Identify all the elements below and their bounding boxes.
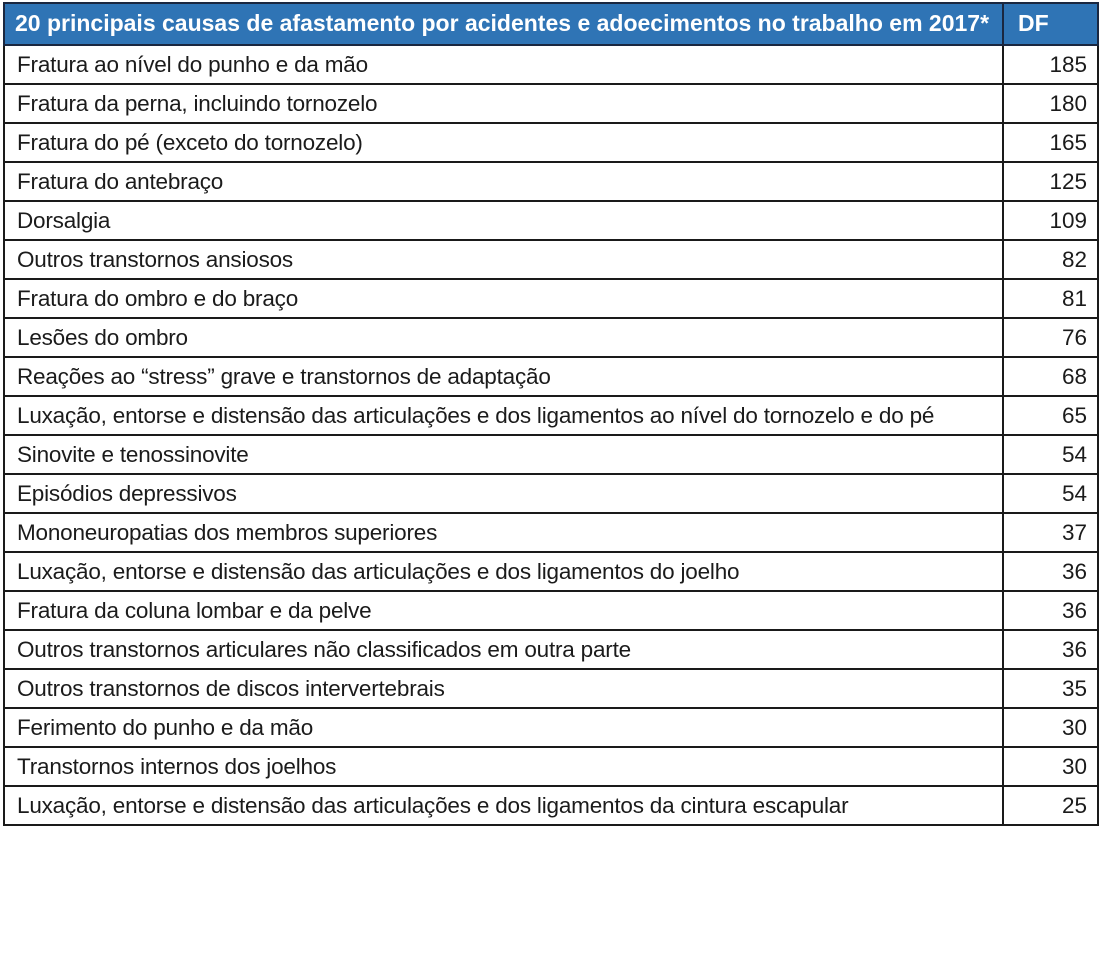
df-value-cell: 185 xyxy=(1003,45,1098,84)
df-value-cell: 76 xyxy=(1003,318,1098,357)
cause-cell: Ferimento do punho e da mão xyxy=(4,708,1003,747)
causes-table xyxy=(3,2,1099,826)
table-row xyxy=(4,84,1098,123)
table-row xyxy=(4,318,1098,357)
df-value-cell: 36 xyxy=(1003,552,1098,591)
df-value-cell: 25 xyxy=(1003,786,1098,825)
cause-cell: Fratura do pé (exceto do tornozelo) xyxy=(4,123,1003,162)
cause-cell: Lesões do ombro xyxy=(4,318,1003,357)
cause-cell: Fratura do antebraço xyxy=(4,162,1003,201)
table-row xyxy=(4,396,1098,435)
cause-cell: Fratura da coluna lombar e da pelve xyxy=(4,591,1003,630)
table-row xyxy=(4,591,1098,630)
df-value-cell: 81 xyxy=(1003,279,1098,318)
table-row xyxy=(4,513,1098,552)
df-value-cell: 68 xyxy=(1003,357,1098,396)
table-row xyxy=(4,552,1098,591)
table-row xyxy=(4,123,1098,162)
cause-cell: Sinovite e tenossinovite xyxy=(4,435,1003,474)
cause-cell: Luxação, entorse e distensão das articulações e dos ligamentos do joelho xyxy=(4,552,1003,591)
table-row xyxy=(4,162,1098,201)
df-value-cell: 125 xyxy=(1003,162,1098,201)
table-row xyxy=(4,630,1098,669)
table-row xyxy=(4,669,1098,708)
table-row xyxy=(4,45,1098,84)
cause-cell: Dorsalgia xyxy=(4,201,1003,240)
cause-cell: Mononeuropatias dos membros superiores xyxy=(4,513,1003,552)
table-row xyxy=(4,708,1098,747)
df-value-cell: 109 xyxy=(1003,201,1098,240)
table-row xyxy=(4,435,1098,474)
cause-cell: Fratura ao nível do punho e da mão xyxy=(4,45,1003,84)
header-df: DF xyxy=(1003,3,1098,45)
df-value-cell: 37 xyxy=(1003,513,1098,552)
cause-cell: Fratura da perna, incluindo tornozelo xyxy=(4,84,1003,123)
table-row xyxy=(4,786,1098,825)
df-value-cell: 30 xyxy=(1003,747,1098,786)
table-body xyxy=(4,45,1098,825)
df-value-cell: 82 xyxy=(1003,240,1098,279)
df-value-cell: 35 xyxy=(1003,669,1098,708)
cause-cell: Outros transtornos ansiosos xyxy=(4,240,1003,279)
df-value-cell: 65 xyxy=(1003,396,1098,435)
df-value-cell: 30 xyxy=(1003,708,1098,747)
cause-cell: Luxação, entorse e distensão das articulações e dos ligamentos da cintura escapular xyxy=(4,786,1003,825)
df-value-cell: 36 xyxy=(1003,591,1098,630)
df-value-cell: 54 xyxy=(1003,474,1098,513)
cause-cell: Outros transtornos de discos intervertebrais xyxy=(4,669,1003,708)
table-header-row xyxy=(4,3,1098,45)
header-cause: 20 principais causas de afastamento por acidentes e adoecimentos no trabalho em 2017* xyxy=(4,3,1003,45)
df-value-cell: 36 xyxy=(1003,630,1098,669)
df-value-cell: 54 xyxy=(1003,435,1098,474)
cause-cell: Outros transtornos articulares não classificados em outra parte xyxy=(4,630,1003,669)
cause-cell: Luxação, entorse e distensão das articulações e dos ligamentos ao nível do tornozelo e do pé xyxy=(4,396,1003,435)
table-row xyxy=(4,474,1098,513)
cause-cell: Episódios depressivos xyxy=(4,474,1003,513)
cause-cell: Transtornos internos dos joelhos xyxy=(4,747,1003,786)
cause-cell: Reações ao “stress” grave e transtornos de adaptação xyxy=(4,357,1003,396)
table-row xyxy=(4,240,1098,279)
table-row xyxy=(4,279,1098,318)
table-row xyxy=(4,201,1098,240)
df-value-cell: 180 xyxy=(1003,84,1098,123)
cause-cell: Fratura do ombro e do braço xyxy=(4,279,1003,318)
table-row xyxy=(4,357,1098,396)
df-value-cell: 165 xyxy=(1003,123,1098,162)
table-row xyxy=(4,747,1098,786)
